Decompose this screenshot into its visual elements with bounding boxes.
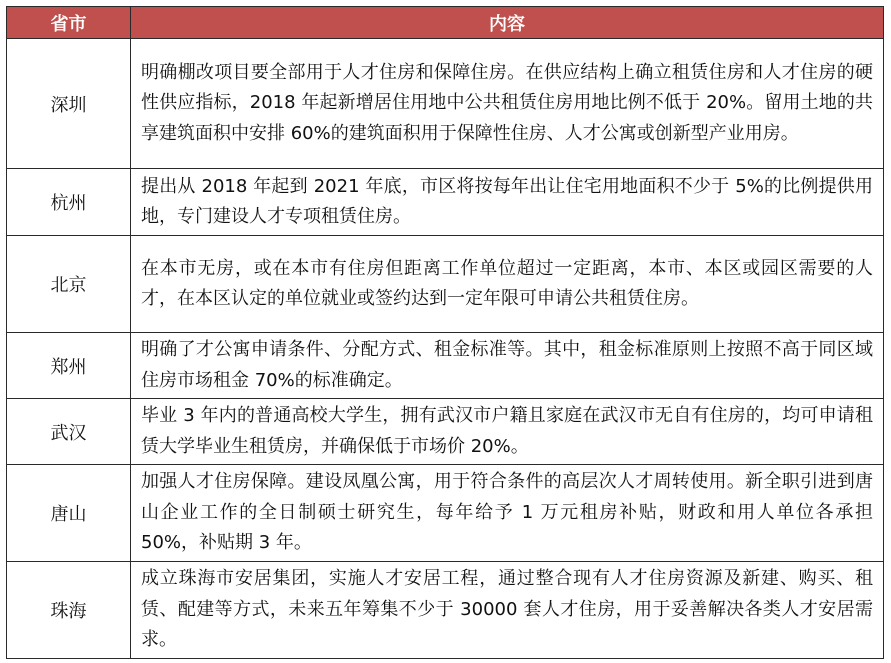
row-city: 武汉 <box>7 399 131 465</box>
table-row <box>7 465 884 562</box>
table-row <box>7 562 884 659</box>
table-row <box>7 333 884 399</box>
header-city: 省市 <box>7 7 131 39</box>
row-content: 毕业 3 年内的普通高校大学生，拥有武汉市户籍且家庭在武汉市无自有住房的，均可申请租赁大学毕业生租赁房，并确保低于市场价 20%。 <box>131 399 884 465</box>
table-row <box>7 39 884 169</box>
row-content: 加强人才住房保障。建设凤凰公寓，用于符合条件的高层次人才周转使用。新全职引进到唐山企业工作的全日制硕士研究生，每年给予 1 万元租房补贴，财政和用人单位各承担 50%，补贴期 3 年。 <box>131 465 884 562</box>
table-row <box>7 236 884 333</box>
row-city: 珠海 <box>7 562 131 659</box>
row-content: 明确棚改项目要全部用于人才住房和保障住房。在供应结构上确立租赁住房和人才住房的硬性供应指标，2018 年起新增居住用地中公共租赁住房用地比例不低于 20%。留用土地的共享建筑面积中安排 60%的建筑面积用于保障性住房、人才公寓或创新型产业用房。 <box>131 39 884 169</box>
row-content: 在本市无房，或在本市有住房但距离工作单位超过一定距离，本市、本区或园区需要的人才，在本区认定的单位就业或签约达到一定年限可申请公共租赁住房。 <box>131 236 884 333</box>
header-row <box>7 7 884 39</box>
policy-table <box>6 6 884 659</box>
header-content: 内容 <box>131 7 884 39</box>
row-city: 郑州 <box>7 333 131 399</box>
row-city: 杭州 <box>7 169 131 236</box>
row-content: 成立珠海市安居集团，实施人才安居工程，通过整合现有人才住房资源及新建、购买、租赁、配建等方式，未来五年筹集不少于 30000 套人才住房，用于妥善解决各类人才安居需求。 <box>131 562 884 659</box>
table-row <box>7 169 884 236</box>
row-city: 唐山 <box>7 465 131 562</box>
row-content: 明确了才公寓申请条件、分配方式、租金标准等。其中，租金标准原则上按照不高于同区域住房市场租金 70%的标准确定。 <box>131 333 884 399</box>
row-content: 提出从 2018 年起到 2021 年底，市区将按每年出让住宅用地面积不少于 5%的比例提供用地，专门建设人才专项租赁住房。 <box>131 169 884 236</box>
row-city: 北京 <box>7 236 131 333</box>
row-city: 深圳 <box>7 39 131 169</box>
table-row <box>7 399 884 465</box>
